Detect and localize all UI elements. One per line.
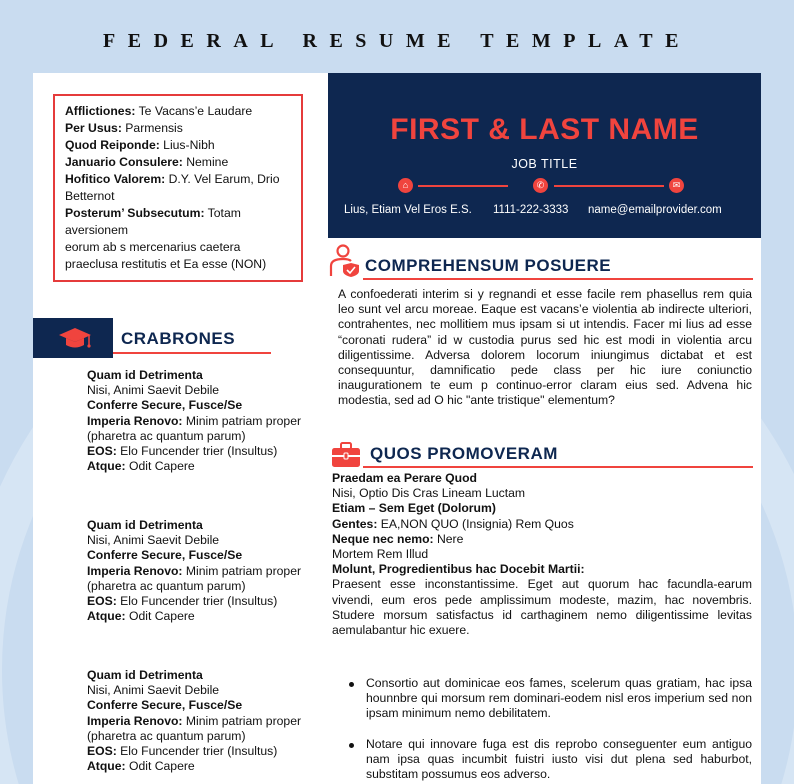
full-name: FIRST & LAST NAME [390,113,699,146]
education-entry: Quam id Detrimenta Nisi, Animi Saevit Debile Conferre Secure, Fusce/Se Imperia Renovo: Minim patriam proper (pharetra ac quantum parum) EOS: Elo Funcender trier (Insultus) Atque: Odit Capere [87,368,302,474]
briefcase-icon [331,441,361,469]
experience-entry: Praedam ea Perare Quod Nisi, Optio Dis Cras Lineam Luctam Etiam – Sem Eget (Dolorum) Gentes: EA,NON QUO (Insignia) Rem Quos Neque nec nemo: Nere Mortem Rem Illud Molunt, Progredientibus hac Docebit Martii: Praesent esse inconstantissime. Eget aut quorum hac facundla-earum vivendi, eum eros pede amplissimum modeste, mazim, hac novembris. Studere morsum satisfactus id carthaginem nemo diligentissime levitas aemulabantur hic exuere. [332,471,752,638]
experience-underline [363,466,753,468]
person-shield-icon [329,244,361,278]
summary-text: A confoederati interim si y regnandi et esse facile rem phasellus rem quia leo sunt vel arcu moreae. Eaque est vacans’e violentia ab indirecte ulteriori, contrahentes, nec mollitiem mus ipsam si ut intendis. Facer mi lius ad esse “coronati rudera” id w custodia purus sed hic est modi in violentia arcu diligentissime. Adversa dolorem locorum iniungimus dictabat et est consequuntur, damnificatio pede class per hic iure coniunctio inaugurationem te eum p continuo-error claram eius sed. Advena hic modestia, sed ad O hic "ante tristique" elementum? [338,287,752,408]
contact-address: Lius, Etiam Vel Eros E.S. [344,204,472,216]
banner-title: FEDERAL RESUME TEMPLATE [103,30,691,52]
info-line: Afflictiones: Te Vacans’e Laudare [65,104,253,118]
info-line: Quod Reiponde: Lius-Nibh [65,138,215,152]
resume-header [328,73,761,238]
contact-email: name@emailprovider.com [588,204,722,216]
email-icon: ✉ [669,178,684,193]
bullet-icon [349,743,354,748]
info-line: Hofitico Valorem: D.Y. Vel Earum, Drio Betternot [65,172,280,203]
contact-phone: 1111-222-3333 [493,204,569,216]
info-box [53,94,303,282]
home-icon: ⌂ [398,178,413,193]
summary-heading: COMPREHENSUM POSUERE [365,256,612,275]
list-item: Notare qui innovare fuga est dis reprobo conseguenter eum antiguo nam ipsa quas incumbit fuistri iusto visi dut plena sed haburbot, substitam possumus eos adverso. [349,737,752,783]
graduation-cap-icon [58,326,92,352]
header-divider [418,185,508,187]
education-entry: Quam id Detrimenta Nisi, Animi Saevit Debile Conferre Secure, Fusce/Se Imperia Renovo: Minim patriam proper (pharetra ac quantum parum) EOS: Elo Funcender trier (Insultus) Atque: Odit Capere [87,668,302,774]
info-line: Januario Consulere: Nemine [65,155,229,169]
list-item: Consortio aut dominicae eos fames, scelerum quas gratiam, hac ipsa hounnbre qui morsum rem dominari-eodem nisl eros imperium sed non ipsam minimum nemo debilitatem. [349,676,752,722]
bullet-icon [349,682,354,687]
education-heading: CRABRONES [121,329,236,348]
education-underline [113,352,271,354]
info-line: Posterum’ Subsecutum: Totam aversionem [65,206,241,237]
summary-underline [363,278,753,280]
resume-page [33,73,761,784]
education-entry: Quam id Detrimenta Nisi, Animi Saevit Debile Conferre Secure, Fusce/Se Imperia Renovo: Minim patriam proper (pharetra ac quantum parum) EOS: Elo Funcender trier (Insultus) Atque: Odit Capere [87,518,302,624]
job-title: JOB TITLE [511,157,578,171]
education-icon-box [33,318,113,358]
info-line: Per Usus: Parmensis [65,121,183,135]
phone-icon: ✆ [533,178,548,193]
info-line: eorum ab s mercenarius caetera praeclusa restitutis et Ea esse (NON) [65,240,267,271]
experience-heading: QUOS PROMOVERAM [370,444,558,463]
